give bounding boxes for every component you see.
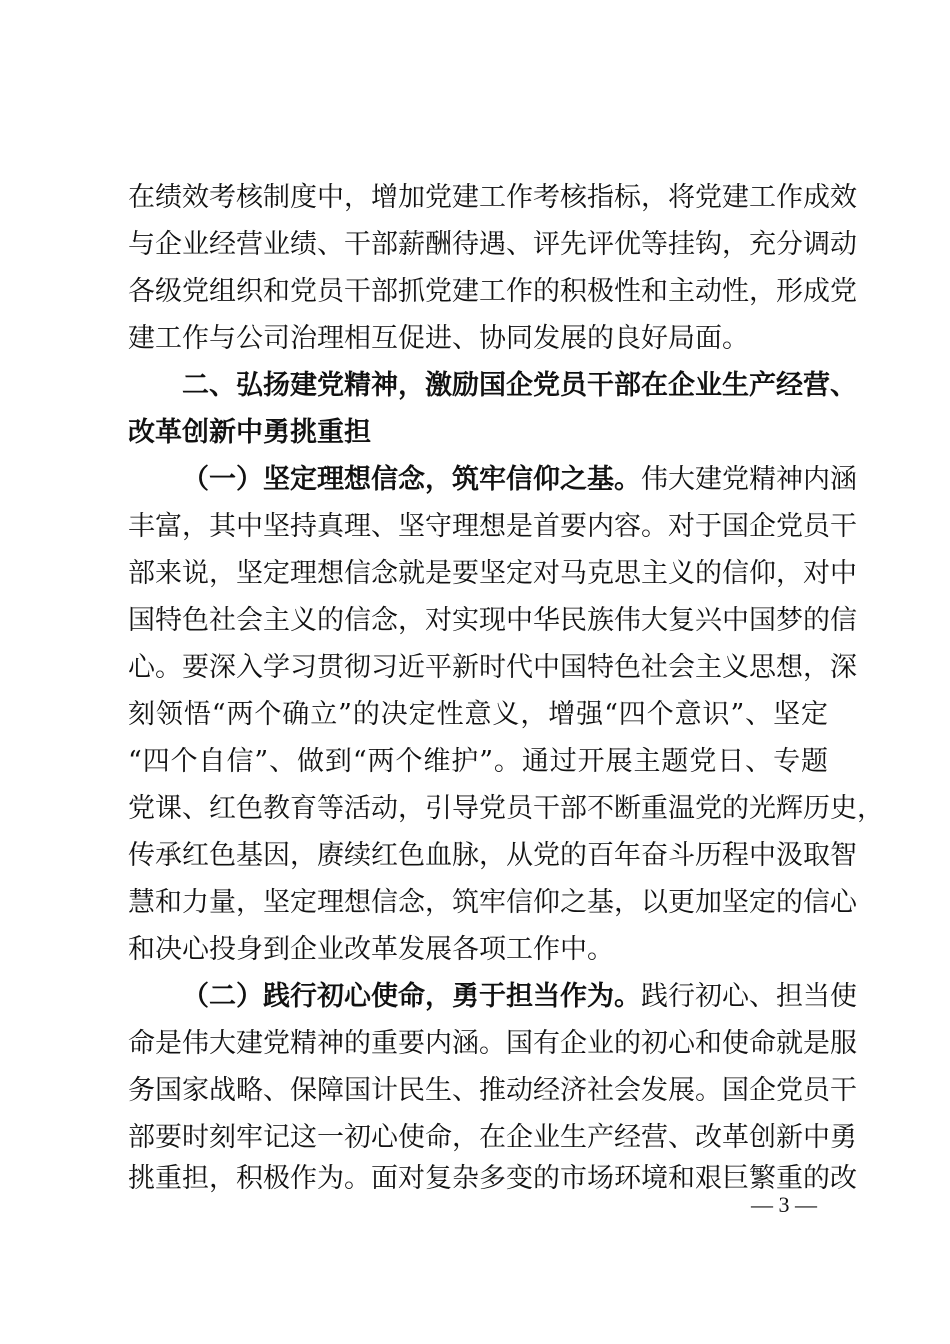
subsection-2-first-line xyxy=(182,979,857,1015)
section-heading-line-2: 改革创新中勇挑重担 xyxy=(128,417,371,448)
subsection-1-line-2: 丰富，其中坚持真理、坚守理想是首要内容。对于国企党员干 xyxy=(128,511,857,542)
paragraph-1-line-1: 在绩效考核制度中，增加党建工作考核指标，将党建工作成效 xyxy=(128,182,857,213)
subsection-1-line-4: 国特色社会主义的信念，对实现中华民族伟大复兴中国梦的信 xyxy=(128,605,857,636)
page-number: — 3 — xyxy=(751,1192,817,1217)
paragraph-1-line-2: 与企业经营业绩、干部薪酬待遇、评先评优等挂钩，充分调动 xyxy=(128,229,857,260)
subsection-2-first-line-rest: 践行初心、担当使 xyxy=(641,981,857,1012)
paragraph-1-line-3: 各级党组织和党员干部抓党建工作的积极性和主动性，形成党 xyxy=(128,276,857,307)
subsection-1-line-8: 党课、红色教育等活动，引导党员干部不断重温党的光辉历史， xyxy=(128,793,884,824)
subsection-2-line-2: 命是伟大建党精神的重要内涵。国有企业的初心和使命就是服 xyxy=(128,1028,857,1059)
subsection-1-line-5: 心。要深入学习贯彻习近平新时代中国特色社会主义思想，深 xyxy=(128,652,857,683)
subsection-1-line-3: 部来说，坚定理想信念就是要坚定对马克思主义的信仰，对中 xyxy=(128,558,857,589)
subsection-1-line-10: 慧和力量，坚定理想信念，筑牢信仰之基，以更加坚定的信心 xyxy=(128,887,857,918)
subsection-2-title: （二）践行初心使命，勇于担当作为。 xyxy=(182,981,641,1012)
subsection-1-title: （一）坚定理想信念，筑牢信仰之基。 xyxy=(182,464,641,495)
subsection-1-line-11: 和决心投身到企业改革发展各项工作中。 xyxy=(128,934,614,965)
subsection-2-line-4: 部要时刻牢记这一初心使命，在企业生产经营、改革创新中勇 xyxy=(128,1122,857,1153)
subsection-2-line-3: 务国家战略、保障国计民生、推动经济社会发展。国企党员干 xyxy=(128,1075,857,1106)
subsection-1-line-6: 刻领悟“两个确立”的决定性意义，增强“四个意识”、坚定 xyxy=(128,699,828,730)
paragraph-1-line-4: 建工作与公司治理相互促进、协同发展的良好局面。 xyxy=(128,323,749,354)
subsection-1-first-line-rest: 伟大建党精神内涵 xyxy=(641,464,857,495)
subsection-1-line-9: 传承红色基因，赓续红色血脉，从党的百年奋斗历程中汲取智 xyxy=(128,840,857,871)
subsection-1-first-line xyxy=(182,462,857,498)
subsection-1-line-7: “四个自信”、做到“两个维护”。通过开展主题党日、专题 xyxy=(128,746,828,777)
subsection-2-line-5: 挑重担，积极作为。面对复杂多变的市场环境和艰巨繁重的改 xyxy=(128,1163,857,1194)
section-heading-line-1: 二、弘扬建党精神，激励国企党员干部在企业生产经营、 xyxy=(182,370,857,401)
